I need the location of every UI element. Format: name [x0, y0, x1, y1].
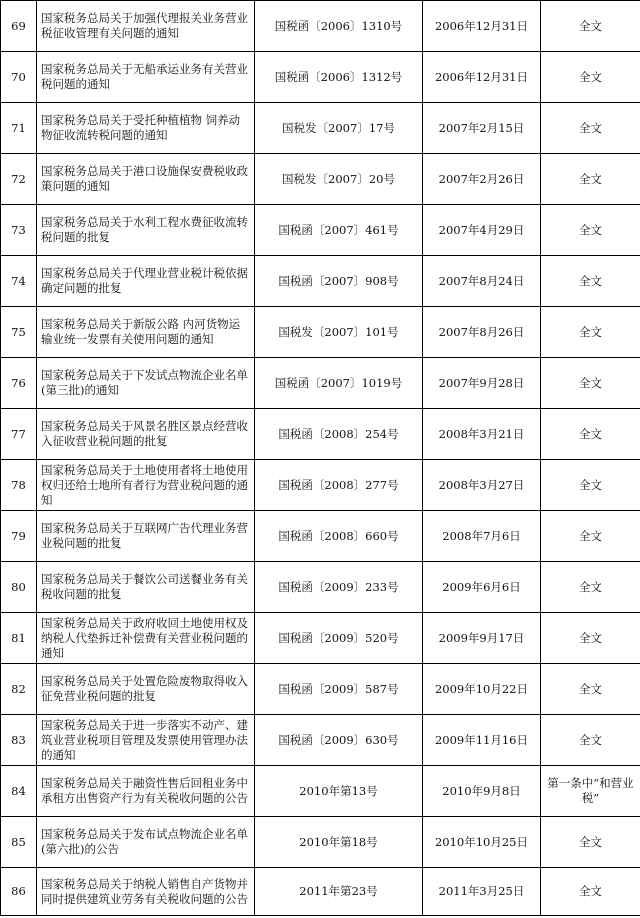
table-row — [1, 562, 640, 613]
row-number: 70 — [1, 52, 37, 103]
issue-date: 2006年12月31日 — [423, 52, 541, 103]
repeal-scope: 全文 — [541, 205, 640, 256]
table-row — [1, 358, 640, 409]
row-number: 77 — [1, 409, 37, 460]
row-number: 82 — [1, 664, 37, 715]
document-number: 国税函〔2006〕1312号 — [255, 52, 423, 103]
table-row — [1, 766, 640, 817]
document-number: 2010年第18号 — [255, 817, 423, 868]
document-title: 国家税务总局关于纳税人销售自产货物并同时提供建筑业劳务有关税收问题的公告 — [37, 868, 255, 916]
row-number: 78 — [1, 460, 37, 511]
document-title: 国家税务总局关于加强代理报关业务营业税征收管理有关问题的通知 — [37, 1, 255, 52]
issue-date: 2010年9月8日 — [423, 766, 541, 817]
table-row — [1, 817, 640, 868]
repeal-scope: 全文 — [541, 562, 640, 613]
table-row — [1, 409, 640, 460]
issue-date: 2009年9月17日 — [423, 613, 541, 664]
document-title: 国家税务总局关于餐饮公司送餐业务有关税收问题的批复 — [37, 562, 255, 613]
document-number: 2011年第23号 — [255, 868, 423, 916]
table-row — [1, 664, 640, 715]
table-body — [1, 1, 640, 916]
row-number: 73 — [1, 205, 37, 256]
issue-date: 2007年4月29日 — [423, 205, 541, 256]
table-row — [1, 154, 640, 205]
repeal-scope: 全文 — [541, 52, 640, 103]
issue-date: 2007年2月26日 — [423, 154, 541, 205]
issue-date: 2011年3月25日 — [423, 868, 541, 916]
issue-date: 2007年8月26日 — [423, 307, 541, 358]
document-number: 国税发〔2007〕20号 — [255, 154, 423, 205]
issue-date: 2007年2月15日 — [423, 103, 541, 154]
document-title: 国家税务总局关于风景名胜区景点经营收入征收营业税问题的批复 — [37, 409, 255, 460]
table-row — [1, 256, 640, 307]
row-number: 86 — [1, 868, 37, 916]
row-number: 85 — [1, 817, 37, 868]
document-title: 国家税务总局关于发布试点物流企业名单(第六批)的公告 — [37, 817, 255, 868]
table-row — [1, 460, 640, 511]
row-number: 71 — [1, 103, 37, 154]
row-number: 80 — [1, 562, 37, 613]
document-number: 国税发〔2007〕17号 — [255, 103, 423, 154]
repeal-scope: 全文 — [541, 868, 640, 916]
row-number: 79 — [1, 511, 37, 562]
document-number: 国税函〔2009〕233号 — [255, 562, 423, 613]
issue-date: 2006年12月31日 — [423, 1, 541, 52]
document-number: 国税函〔2006〕1310号 — [255, 1, 423, 52]
issue-date: 2009年10月22日 — [423, 664, 541, 715]
document-number: 国税函〔2009〕630号 — [255, 715, 423, 766]
document-title: 国家税务总局关于下发试点物流企业名单(第三批)的通知 — [37, 358, 255, 409]
repeal-scope: 全文 — [541, 103, 640, 154]
repeal-scope: 全文 — [541, 613, 640, 664]
repeal-scope: 全文 — [541, 511, 640, 562]
repeal-scope: 全文 — [541, 409, 640, 460]
row-number: 84 — [1, 766, 37, 817]
document-number: 2010年第13号 — [255, 766, 423, 817]
document-number: 国税函〔2007〕908号 — [255, 256, 423, 307]
document-title: 国家税务总局关于土地使用者将土地使用权归还给土地所有者行为营业税问题的通知 — [37, 460, 255, 511]
document-number: 国税函〔2007〕461号 — [255, 205, 423, 256]
repeal-scope: 全文 — [541, 460, 640, 511]
repeal-scope: 全文 — [541, 817, 640, 868]
issue-date: 2009年6月6日 — [423, 562, 541, 613]
document-title: 国家税务总局关于互联网广告代理业务营业税问题的批复 — [37, 511, 255, 562]
row-number: 75 — [1, 307, 37, 358]
table-row — [1, 1, 640, 52]
repeal-scope: 全文 — [541, 1, 640, 52]
document-number: 国税发〔2007〕101号 — [255, 307, 423, 358]
table-row — [1, 103, 640, 154]
issue-date: 2007年8月24日 — [423, 256, 541, 307]
row-number: 76 — [1, 358, 37, 409]
document-number: 国税函〔2009〕587号 — [255, 664, 423, 715]
repeal-scope: 全文 — [541, 307, 640, 358]
issue-date: 2008年7月6日 — [423, 511, 541, 562]
row-number: 81 — [1, 613, 37, 664]
issue-date: 2007年9月28日 — [423, 358, 541, 409]
document-title: 国家税务总局关于处置危险废物取得收入征免营业税问题的批复 — [37, 664, 255, 715]
issue-date: 2009年11月16日 — [423, 715, 541, 766]
document-number: 国税函〔2008〕277号 — [255, 460, 423, 511]
repeal-scope: 第一条中“和营业税” — [541, 766, 640, 817]
repeal-scope: 全文 — [541, 715, 640, 766]
document-title: 国家税务总局关于水利工程水费征收流转税问题的批复 — [37, 205, 255, 256]
document-title: 国家税务总局关于代理业营业税计税依据确定问题的批复 — [37, 256, 255, 307]
table-row — [1, 52, 640, 103]
row-number: 83 — [1, 715, 37, 766]
document-title: 国家税务总局关于融资性售后回租业务中承租方出售资产行为有关税收问题的公告 — [37, 766, 255, 817]
row-number: 74 — [1, 256, 37, 307]
table-row — [1, 205, 640, 256]
issue-date: 2008年3月21日 — [423, 409, 541, 460]
table-row — [1, 868, 640, 916]
row-number: 72 — [1, 154, 37, 205]
document-number: 国税函〔2009〕520号 — [255, 613, 423, 664]
issue-date: 2010年10月25日 — [423, 817, 541, 868]
row-number: 69 — [1, 1, 37, 52]
document-number: 国税函〔2007〕1019号 — [255, 358, 423, 409]
document-number: 国税函〔2008〕254号 — [255, 409, 423, 460]
table-row — [1, 511, 640, 562]
repeal-scope: 全文 — [541, 358, 640, 409]
table-row — [1, 307, 640, 358]
document-title: 国家税务总局关于新版公路 内河货物运输业统一发票有关使用问题的通知 — [37, 307, 255, 358]
document-title: 国家税务总局关于无船承运业务有关营业税问题的通知 — [37, 52, 255, 103]
document-title: 国家税务总局关于受托种植植物 饲养动物征收流转税问题的通知 — [37, 103, 255, 154]
document-title: 国家税务总局关于港口设施保安费税收政策问题的通知 — [37, 154, 255, 205]
repeal-scope: 全文 — [541, 256, 640, 307]
document-number: 国税函〔2008〕660号 — [255, 511, 423, 562]
document-title: 国家税务总局关于进一步落实不动产、建筑业营业税项目管理及发票使用管理办法的通知 — [37, 715, 255, 766]
table-row — [1, 613, 640, 664]
repeal-scope: 全文 — [541, 154, 640, 205]
issue-date: 2008年3月27日 — [423, 460, 541, 511]
repeal-scope: 全文 — [541, 664, 640, 715]
document-title: 国家税务总局关于政府收回土地使用权及纳税人代垫拆迁补偿费有关营业税问题的通知 — [37, 613, 255, 664]
table-row — [1, 715, 640, 766]
